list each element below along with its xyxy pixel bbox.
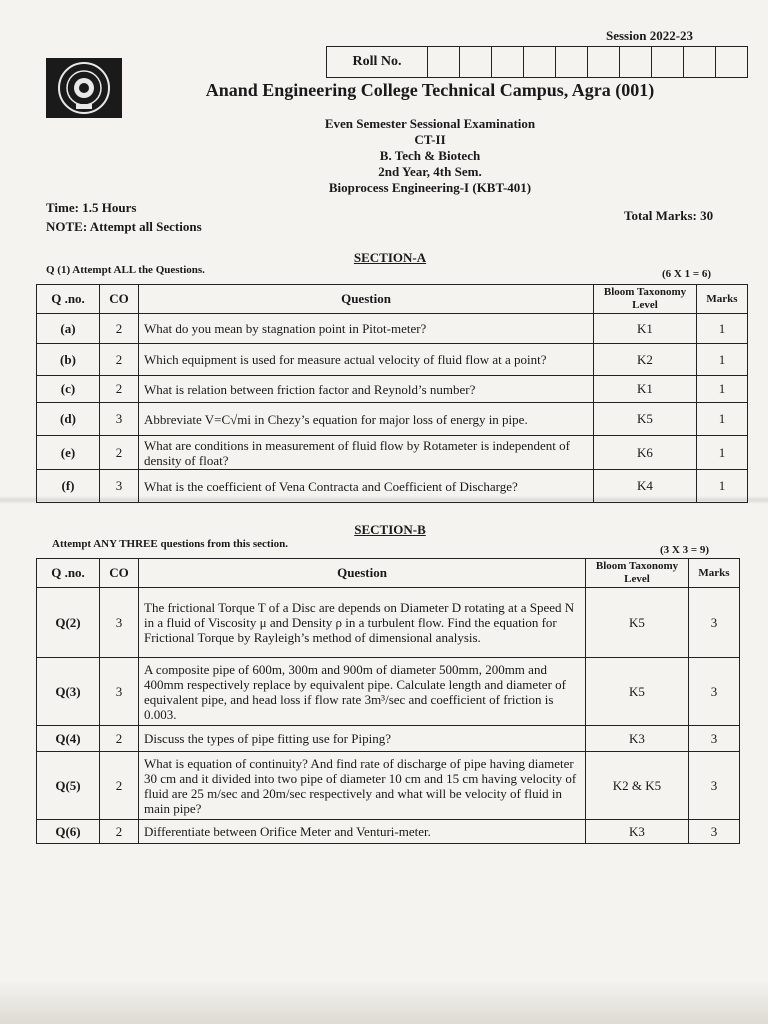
table-header-row	[37, 285, 748, 314]
section-a-table	[36, 284, 748, 503]
section-b-table	[36, 558, 740, 844]
question-number: (e)	[37, 436, 100, 470]
table-row	[37, 658, 740, 726]
section-b-title: SECTION-B	[354, 522, 426, 537]
bloom-level: K1	[594, 314, 697, 344]
question-text: What are conditions in measurement of fluid flow by Rotameter is independent of density of float?	[139, 436, 594, 470]
course-outcome: 2	[100, 726, 139, 752]
section-a-scheme: (6 X 1 = 6)	[662, 268, 712, 280]
question-number: Q(4)	[37, 726, 100, 752]
section-a-title: SECTION-A	[353, 250, 427, 265]
question-number: Q(5)	[37, 752, 100, 820]
question-number: Q(3)	[37, 658, 100, 726]
exam-time: Time: 1.5 Hours	[46, 200, 137, 215]
section-b-instruction: Attempt ANY THREE questions from this section.	[52, 538, 289, 550]
question-marks: 3	[689, 658, 740, 726]
header-marks: Marks	[689, 559, 740, 588]
question-number: (d)	[37, 403, 100, 436]
question-marks: 3	[689, 588, 740, 658]
table-header-row	[37, 559, 740, 588]
question-text: What is the coefficient of Vena Contracta and Coefficient of Discharge?	[139, 470, 594, 503]
bloom-level: K5	[586, 588, 689, 658]
table-row	[37, 470, 748, 503]
session-label: Session 2022-23	[606, 28, 694, 43]
college-name: Anand Engineering College Technical Campus, Agra (001)	[205, 80, 655, 100]
table-row	[37, 314, 748, 344]
question-marks: 1	[697, 344, 748, 376]
question-number: (f)	[37, 470, 100, 503]
exam-year-sem: 2nd Year, 4th Sem.	[378, 164, 482, 179]
question-text: Abbreviate V=C√mi in Chezy’s equation for major loss of energy in pipe.	[139, 403, 594, 436]
header-bloom: Bloom Taxonomy Level	[594, 285, 697, 314]
exam-subject: Bioprocess Engineering-I (KBT-401)	[328, 180, 532, 195]
bloom-level: K6	[594, 436, 697, 470]
roll-cell	[684, 47, 716, 77]
question-text: What do you mean by stagnation point in Pitot-meter?	[139, 314, 594, 344]
course-outcome: 2	[100, 376, 139, 403]
roll-number-box	[326, 46, 748, 78]
course-outcome: 2	[100, 752, 139, 820]
header-co: CO	[100, 559, 139, 588]
bloom-level: K1	[594, 376, 697, 403]
bloom-level: K5	[586, 658, 689, 726]
question-number: (c)	[37, 376, 100, 403]
header-question: Question	[139, 285, 594, 314]
header-qno: Q .no.	[37, 559, 100, 588]
question-marks: 1	[697, 436, 748, 470]
section-b-scheme: (3 X 3 = 9)	[660, 544, 710, 556]
roll-cell	[620, 47, 652, 77]
question-number: (a)	[37, 314, 100, 344]
question-marks: 3	[689, 726, 740, 752]
course-outcome: 2	[100, 314, 139, 344]
table-row	[37, 376, 748, 403]
question-number: Q(6)	[37, 820, 100, 844]
header-bloom: Bloom Taxonomy Level	[586, 559, 689, 588]
roll-label: Roll No.	[327, 47, 428, 77]
table-row	[37, 752, 740, 820]
course-outcome: 3	[100, 470, 139, 503]
bloom-level: K3	[586, 726, 689, 752]
table-row	[37, 588, 740, 658]
table-row	[37, 726, 740, 752]
header-question: Question	[139, 559, 586, 588]
table-row	[37, 436, 748, 470]
roll-cell	[492, 47, 524, 77]
question-marks: 3	[689, 820, 740, 844]
question-text: The frictional Torque T of a Disc are depends on Diameter D rotating at a Speed N in a fluid of Viscosity μ and Density ρ in a turbulent flow. Find the equation for Frictional Torque by Rayleigh’s method of dimensional analysis.	[139, 588, 586, 658]
table-row	[37, 403, 748, 436]
question-marks: 1	[697, 470, 748, 503]
bloom-level: K2 & K5	[586, 752, 689, 820]
exam-test: CT-II	[414, 132, 446, 147]
bloom-level: K2	[594, 344, 697, 376]
roll-cell	[460, 47, 492, 77]
question-text: What is equation of continuity? And find rate of discharge of pipe having diameter 30 cm and it divided into two pipe of diameter 10 cm and 15 cm having velocity of fluid are 25 m/sec and 20m/sec respectively and what will be velocity of fluid in main pipe?	[139, 752, 586, 820]
header-qno: Q .no.	[37, 285, 100, 314]
question-number: (b)	[37, 344, 100, 376]
roll-cell	[652, 47, 684, 77]
question-text: What is relation between friction factor and Reynold’s number?	[139, 376, 594, 403]
question-text: Discuss the types of pipe fitting use for Piping?	[139, 726, 586, 752]
bloom-level: K4	[594, 470, 697, 503]
roll-cell	[428, 47, 460, 77]
table-row	[37, 820, 740, 844]
question-text: A composite pipe of 600m, 300m and 900m of diameter 500mm, 200mm and 400mm respectively replace by equivalent pipe. Calculate length and diameter of equivalent pipe, and head loss if flow rate 3m³/sec and coefficient of friction is 0.003.	[139, 658, 586, 726]
question-text: Which equipment is used for measure actual velocity of fluid flow at a point?	[139, 344, 594, 376]
question-number: Q(2)	[37, 588, 100, 658]
question-text: Differentiate between Orifice Meter and Venturi-meter.	[139, 820, 586, 844]
question-marks: 1	[697, 376, 748, 403]
course-outcome: 3	[100, 658, 139, 726]
section-a-instruction: Q (1) Attempt ALL the Questions.	[46, 264, 205, 276]
college-logo	[46, 58, 122, 118]
exam-program: B. Tech & Biotech	[379, 148, 481, 163]
header-co: CO	[100, 285, 139, 314]
roll-cell	[556, 47, 588, 77]
bloom-level: K5	[594, 403, 697, 436]
course-outcome: 2	[100, 344, 139, 376]
course-outcome: 2	[100, 436, 139, 470]
question-marks: 1	[697, 403, 748, 436]
header-marks: Marks	[697, 285, 748, 314]
table-row	[37, 344, 748, 376]
question-marks: 3	[689, 752, 740, 820]
question-marks: 1	[697, 314, 748, 344]
total-marks: Total Marks: 30	[624, 208, 714, 223]
exam-note: NOTE: Attempt all Sections	[46, 219, 202, 234]
exam-title: Even Semester Sessional Examination	[324, 116, 536, 131]
roll-cell	[588, 47, 620, 77]
roll-cell	[716, 47, 747, 77]
roll-cell	[524, 47, 556, 77]
bloom-level: K3	[586, 820, 689, 844]
course-outcome: 3	[100, 588, 139, 658]
course-outcome: 2	[100, 820, 139, 844]
course-outcome: 3	[100, 403, 139, 436]
